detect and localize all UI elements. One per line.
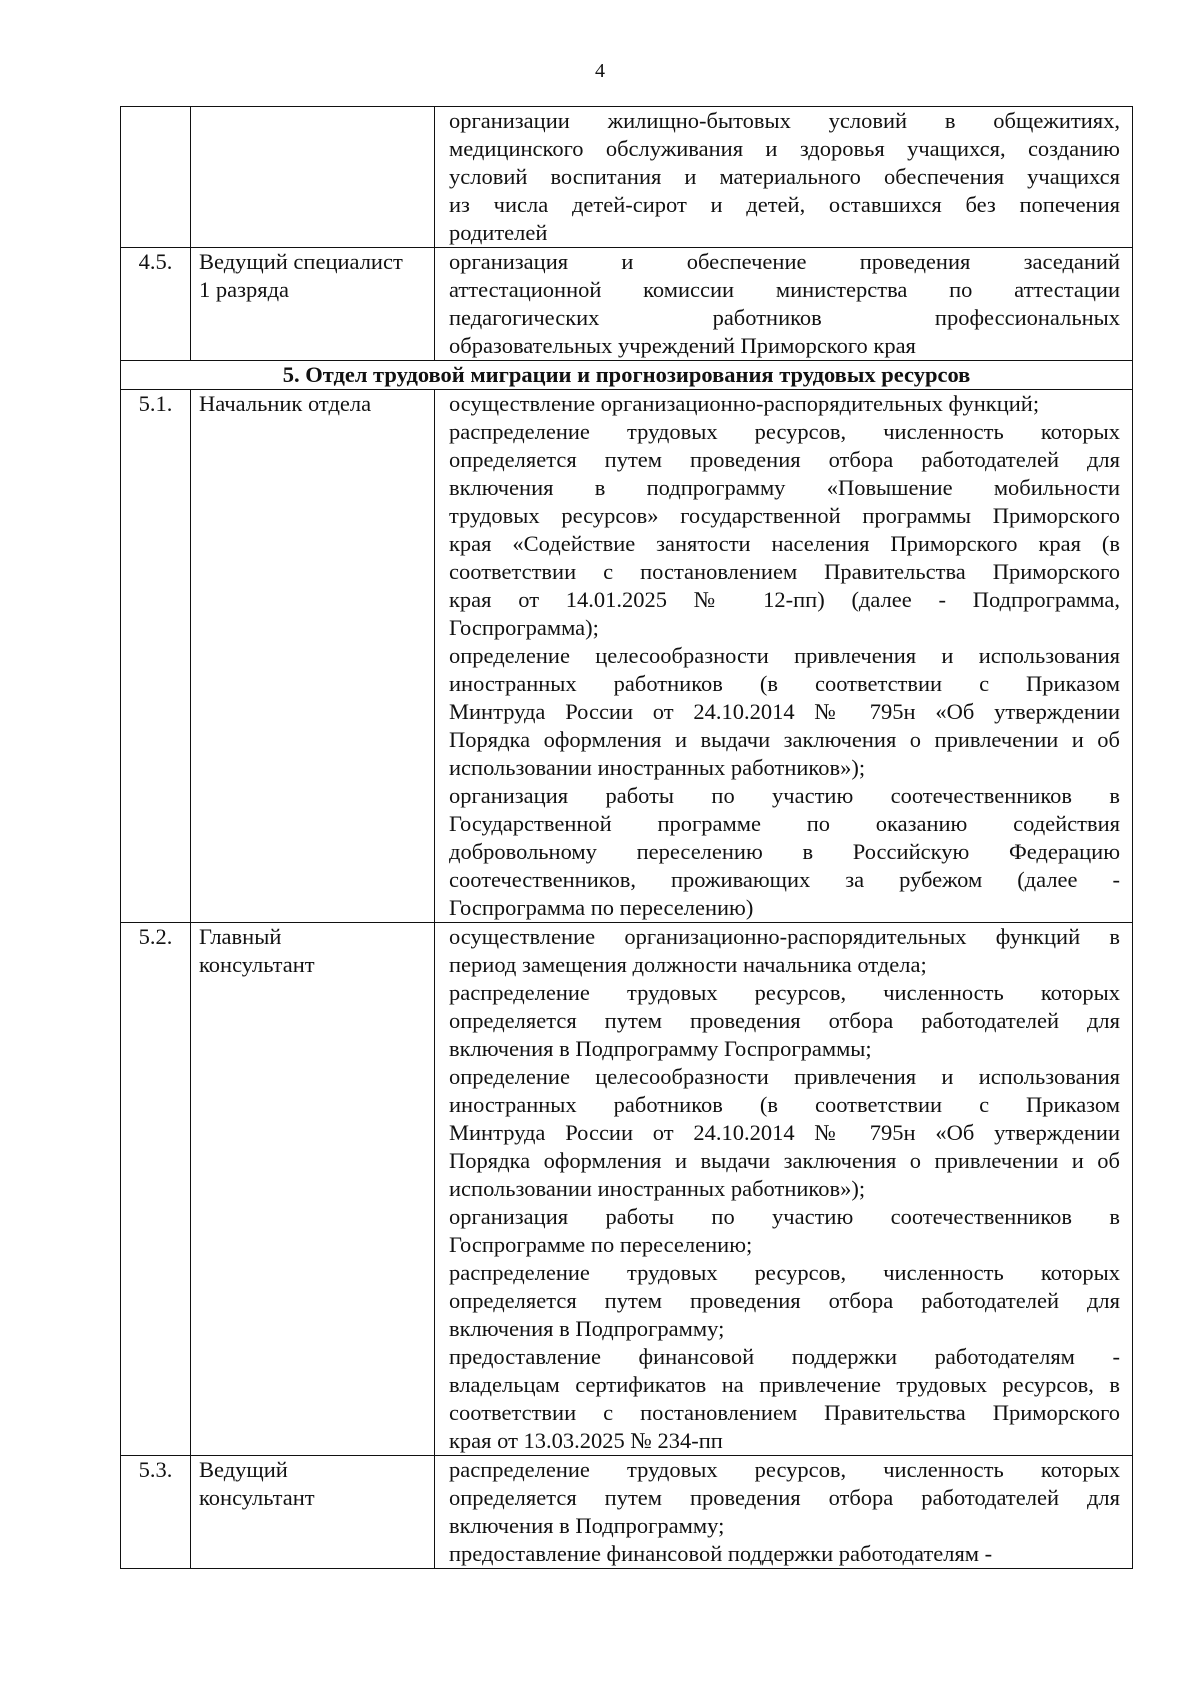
section-row xyxy=(121,361,1133,390)
position-cell xyxy=(191,390,435,923)
functions-cell xyxy=(435,923,1133,1456)
function-line: организация работы по участию соотечественников в xyxy=(449,783,1120,808)
staff-functions-table xyxy=(120,106,1133,1569)
position-line: консультант xyxy=(199,1485,315,1510)
function-line: предоставление финансовой поддержки работодателям - xyxy=(449,1344,1120,1369)
function-line: Государственной программе по оказанию содействия xyxy=(449,811,1120,836)
position-line: Начальник отдела xyxy=(199,391,372,416)
position-line: 1 разряда xyxy=(199,277,290,302)
function-line: соответствии с постановлением Правительства Приморского xyxy=(449,559,1120,584)
function-line: края от 14.01.2025 № 12-пп) (далее - Подпрограмма, xyxy=(449,587,1120,612)
table-body-top xyxy=(121,107,1133,361)
functions-cell xyxy=(435,107,1133,248)
function-line: осуществление организационно-распорядительных функций в xyxy=(449,924,1120,949)
function-line: медицинского обслуживания и здоровья учащихся, созданию xyxy=(449,136,1120,161)
row-number: 5.3. xyxy=(121,1456,191,1569)
function-line: педагогических работников профессиональных xyxy=(449,305,1120,330)
function-line: включения в Подпрограмму; xyxy=(449,1513,725,1538)
function-line: трудовых ресурсов» государственной программы Приморского xyxy=(449,503,1120,528)
function-line: иностранных работников (в соответствии с Приказом xyxy=(449,1092,1120,1117)
row-number: 5.1. xyxy=(121,390,191,923)
table-row xyxy=(121,248,1133,361)
function-line: распределение трудовых ресурсов, численность которых xyxy=(449,419,1120,444)
function-line: включения в подпрограмму «Повышение мобильности xyxy=(449,475,1120,500)
function-line: организация и обеспечение проведения заседаний xyxy=(449,249,1120,274)
function-line: Минтруда России от 24.10.2014 № 795н «Об утверждении xyxy=(449,1120,1120,1145)
function-line: распределение трудовых ресурсов, численность которых xyxy=(449,1260,1120,1285)
function-line: добровольному переселению в Российскую Федерацию xyxy=(449,839,1120,864)
function-line: определяется путем проведения отбора работодателей для xyxy=(449,447,1120,472)
function-line: осуществление организационно-распорядительных функций; xyxy=(449,391,1040,416)
function-line: Госпрограмме по переселению; xyxy=(449,1232,753,1257)
function-line: организация работы по участию соотечественников в xyxy=(449,1204,1120,1229)
position-cell xyxy=(191,248,435,361)
position-line: Ведущий специалист xyxy=(199,249,403,274)
functions-cell xyxy=(435,1456,1133,1569)
table-row xyxy=(121,1456,1133,1569)
function-line: края от 13.03.2025 № 234-пп xyxy=(449,1428,723,1453)
row-number: 5.2. xyxy=(121,923,191,1456)
function-line: предоставление финансовой поддержки работодателям - xyxy=(449,1541,993,1566)
function-line: использовании иностранных работников»); xyxy=(449,1176,866,1201)
function-line: иностранных работников (в соответствии с Приказом xyxy=(449,671,1120,696)
functions-cell xyxy=(435,390,1133,923)
function-line: из числа детей-сирот и детей, оставшихся без попечения xyxy=(449,192,1120,217)
page-number: 4 xyxy=(595,60,605,82)
row-number xyxy=(121,107,191,248)
function-line: соотечественников, проживающих за рубежом (далее - xyxy=(449,867,1120,892)
function-line: определяется путем проведения отбора работодателей для xyxy=(449,1485,1120,1510)
function-line: включения в Подпрограмму Госпрограммы; xyxy=(449,1036,872,1061)
function-line: Порядка оформления и выдачи заключения о привлечении и об xyxy=(449,1148,1120,1173)
function-line: Минтруда России от 24.10.2014 № 795н «Об утверждении xyxy=(449,699,1120,724)
position-line: Главный xyxy=(199,924,282,949)
position-cell xyxy=(191,107,435,248)
functions-cell xyxy=(435,248,1133,361)
function-line: Госпрограмма); xyxy=(449,615,599,640)
function-line: распределение трудовых ресурсов, численность которых xyxy=(449,980,1120,1005)
table-row xyxy=(121,923,1133,1456)
function-line: определяется путем проведения отбора работодателей для xyxy=(449,1008,1120,1033)
row-number: 4.5. xyxy=(121,248,191,361)
table-row xyxy=(121,390,1133,923)
table-row xyxy=(121,107,1133,248)
function-line: владельцам сертификатов на привлечение трудовых ресурсов, в xyxy=(449,1372,1120,1397)
function-line: определение целесообразности привлечения и использования xyxy=(449,643,1120,668)
position-cell xyxy=(191,923,435,1456)
function-line: условий воспитания и материального обеспечения учащихся xyxy=(449,164,1120,189)
function-line: организации жилищно-бытовых условий в общежитиях, xyxy=(449,108,1120,133)
function-line: определяется путем проведения отбора работодателей для xyxy=(449,1288,1120,1313)
function-line: аттестационной комиссии министерства по аттестации xyxy=(449,277,1120,302)
table-body-bottom xyxy=(121,390,1133,1569)
position-line: консультант xyxy=(199,952,315,977)
section-title: 5. Отдел трудовой миграции и прогнозирования трудовых ресурсов xyxy=(121,361,1133,390)
function-line: родителей xyxy=(449,220,548,245)
function-line: распределение трудовых ресурсов, численность которых xyxy=(449,1457,1120,1482)
function-line: Порядка оформления и выдачи заключения о привлечении и об xyxy=(449,727,1120,752)
position-line: Ведущий xyxy=(199,1457,288,1482)
function-line: Госпрограмма по переселению) xyxy=(449,895,754,920)
function-line: соответствии с постановлением Правительства Приморского xyxy=(449,1400,1120,1425)
function-line: период замещения должности начальника отдела; xyxy=(449,952,927,977)
function-line: использовании иностранных работников»); xyxy=(449,755,866,780)
function-line: включения в Подпрограмму; xyxy=(449,1316,725,1341)
function-line: края «Содействие занятости населения Приморского края (в xyxy=(449,531,1120,556)
function-line: образовательных учреждений Приморского края xyxy=(449,333,916,358)
table-section xyxy=(121,361,1133,390)
position-cell xyxy=(191,1456,435,1569)
function-line: определение целесообразности привлечения и использования xyxy=(449,1064,1120,1089)
